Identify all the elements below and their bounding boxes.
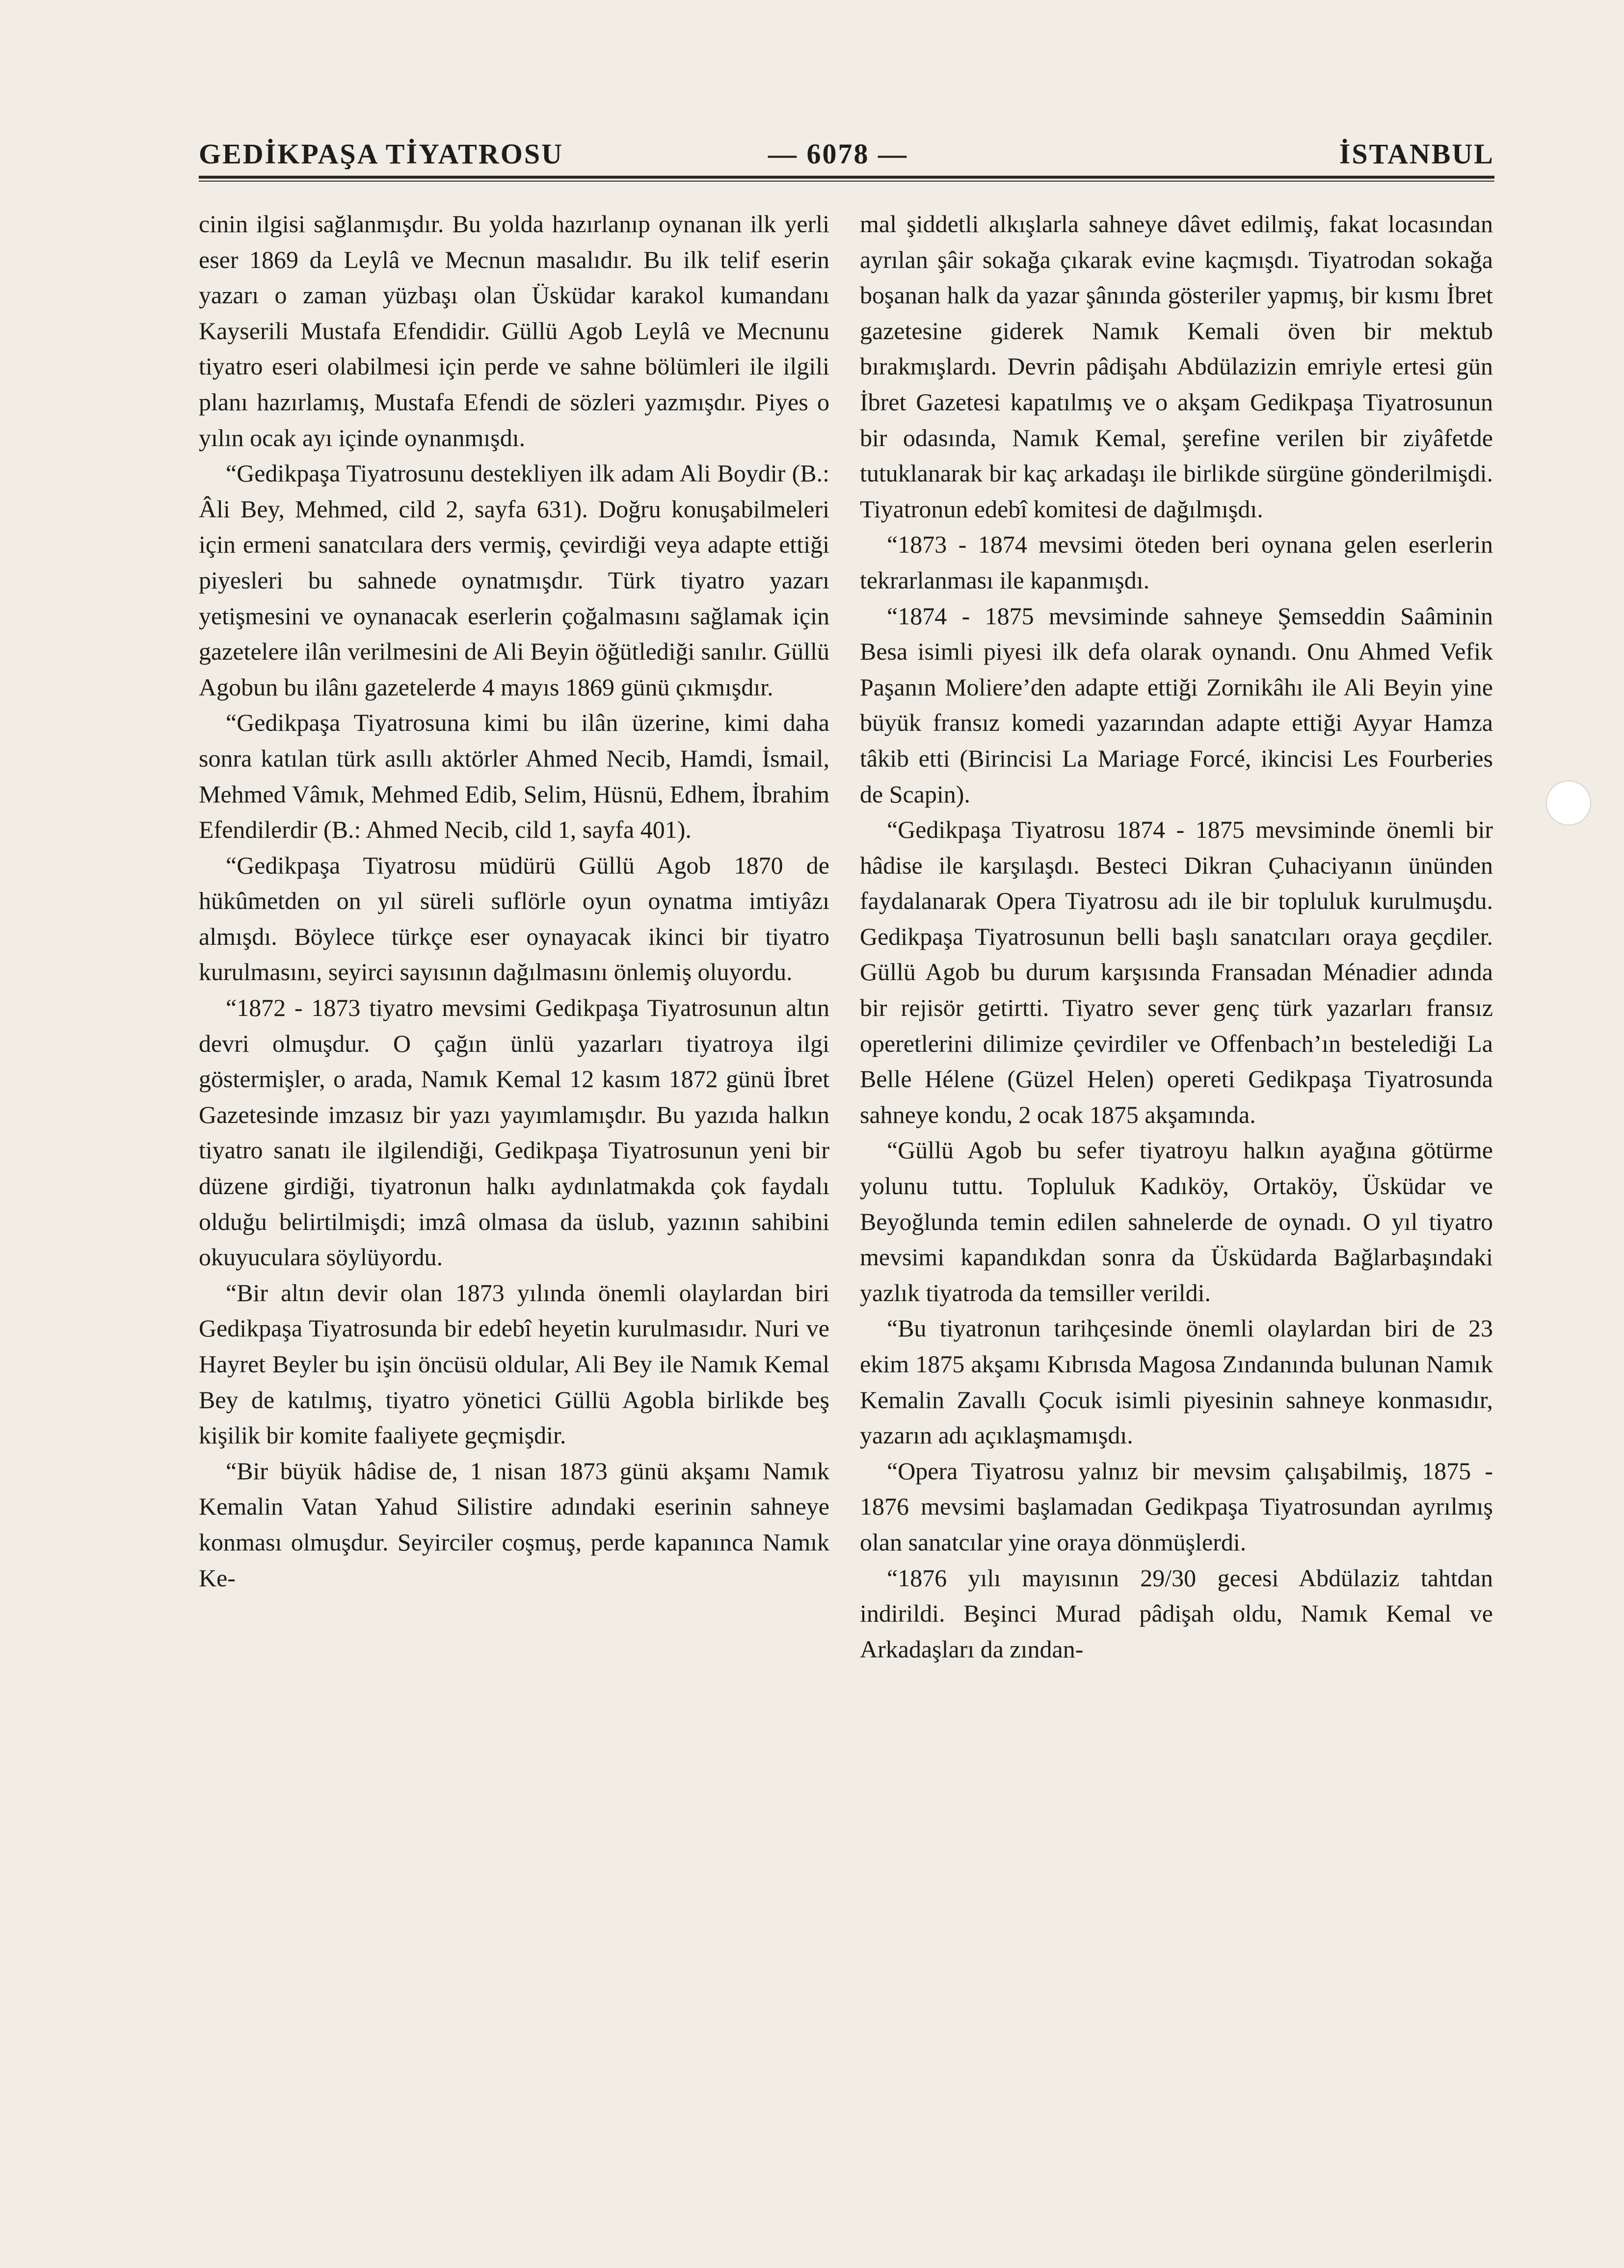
left-column bbox=[199, 206, 829, 1596]
running-header bbox=[199, 129, 1494, 173]
paragraph: “1872 - 1873 tiyatro mevsimi Gedikpaşa Tiyatrosunun altın devri olmuşdur. O çağın ünlü yazarları tiyatroya ilgi göstermişler, o arada, Namık Kemal 12 kasım 1872 günü İbret Gazetesinde imzasız bir yazı yayımlamışdır. Bu yazıda halkın tiyatro sanatı ile ilgilendiği, Gedikpaşa Tiyatrosunun yeni bir düzene girdiği, tiyatronun halkı aydınlatmakda çok faydalı olduğu belirtilmişdi; imzâ olmasa da üslub, yazının sahibini okuyuculara söylüyordu. bbox=[199, 994, 829, 1271]
right-column bbox=[860, 206, 1493, 1667]
header-rule-thin bbox=[199, 181, 1494, 182]
paragraph: “Gedikpaşa Tiyatrosuna kimi bu ilân üzerine, kimi daha sonra katılan türk asıllı aktörler Ahmed Necib, Hamdi, İsmail, Mehmed Vâmık, Mehmed Edib, Selim, Hüsnü, Edhem, İbrahim Efendilerdir (B.: Ahmed Necib, cild 1, sayfa 401). bbox=[199, 709, 829, 844]
paragraph: “Bu tiyatronun tarihçesinde önemli olaylardan biri de 23 ekim 1875 akşamı Kıbrısda Magosa Zındanında bulunan Namık Kemalin Zavallı Çocuk isimli piyesinin sahneye konmasıdır, yazarın adı açıklaşmamışdı. bbox=[860, 1314, 1493, 1449]
paragraph: “Gedikpaşa Tiyatrosu müdürü Güllü Agob 1870 de hükûmetden on yıl süreli suflörle oyun oynatma imtiyâzı almışdı. Böylece türkçe eser oynayacak ikinci bir tiyatro kurulmasını, seyirci sayısının dağılmasını önlemiş oluyordu. bbox=[199, 851, 829, 986]
header-title: GEDİKPAŞA TİYATROSU bbox=[199, 138, 564, 170]
paragraph: “Gedikpaşa Tiyatrosu 1874 - 1875 mevsiminde önemli bir hâdise ile karşılaşdı. Besteci Dikran Çuhaciyanın ününden faydalanarak Opera Tiyatrosu adı ile bir topluluk kurulmuşdu. Gedikpaşa Tiyatrosunun belli başlı sanatcıları oraya geçdiler. Güllü Agob bu durum karşısında Fransadan Ménadier adında bir rejisör getirtti. Tiyatro sever genç türk yazarları fransız operetlerini dilimize çevirdiler ve Offenbach’ın bestelediği La Belle Hélene (Güzel Helen) opereti Gedikpaşa Tiyatrosunda sahneye kondu, 2 ocak 1875 akşamında. bbox=[860, 816, 1493, 1128]
paragraph: mal şiddetli alkışlarla sahneye dâvet edilmiş, fakat locasından ayrılan şâir sokağa çıkarak evine kaçmışdı. Tiyatrodan sokağa boşanan halk da yazar şânında gösteriler yapmış, bir kısmı İbret gazetesine giderek Namık Kemali öven bir mektub bırakmışlardı. Devrin pâdişahı Abdülazizin emriyle ertesi gün İbret Gazetesi kapatılmış ve o akşam Gedikpaşa Tiyatrosunun bir odasında, Namık Kemal, şerefine verilen bir ziyâfetde tutuklanarak bir kaç arkadaşı ile birlikde sürgüne gönderilmişdi. Tiyatronun edebî komitesi de dağılmışdı. bbox=[860, 210, 1493, 523]
binder-punch-hole bbox=[1546, 780, 1591, 826]
page-number: — 6078 — bbox=[768, 138, 908, 170]
paragraph: “Bir altın devir olan 1873 yılında önemli olaylardan biri Gedikpaşa Tiyatrosunda bir edebî heyetin kurulmasıdır. Nuri ve Hayret Beyler bu işin öncüsü oldular, Ali Bey ile Namık Kemal Bey de katılmış, tiyatro yönetici Güllü Agobla birlikde beş kişilik bir komite faaliyete geçmişdir. bbox=[199, 1279, 829, 1449]
paragraph: cinin ilgisi sağlanmışdır. Bu yolda hazırlanıp oynanan ilk yerli eser 1869 da Leylâ ve Mecnun masalıdır. Bu ilk telif eserin yazarı o zaman yüzbaşı olan Üsküdar karakol kumandanı Kayserili Mustafa Efendidir. Güllü Agob Leylâ ve Mecnunu tiyatro eseri olabilmesi için perde ve sahne bölümleri ile ilgili planı hazırlamış, Mustafa Efendi de sözleri yazmışdır. Piyes o yılın ocak ayı içinde oynanmışdı. bbox=[199, 210, 829, 452]
paragraph: “Güllü Agob bu sefer tiyatroyu halkın ayağına götürme yolunu tuttu. Topluluk Kadıköy, Ortaköy, Üsküdar ve Beyoğlunda temin edilen sahnelerde de oynadı. O yıl tiyatro mevsimi kapandıkdan sonra da Üsküdarda Bağlarbaşındaki yazlık tiyatroda da temsiller verildi. bbox=[860, 1136, 1493, 1307]
paragraph: “Opera Tiyatrosu yalnız bir mevsim çalışabilmiş, 1875 - 1876 mevsimi başlamadan Gedikpaşa Tiyatrosundan ayrılmış olan sanatcılar yine oraya dönmüşlerdi. bbox=[860, 1457, 1493, 1556]
paragraph: “1873 - 1874 mevsimi öteden beri oynana gelen eserlerin tekrarlanması ile kapanmışdı. bbox=[860, 531, 1493, 594]
paragraph: “1876 yılı mayısının 29/30 gecesi Abdülaziz tahtdan indirildi. Beşinci Murad pâdişah oldu, Namık Kemal ve Arkadaşları da zından- bbox=[860, 1564, 1493, 1663]
header-rule bbox=[199, 176, 1494, 179]
header-section: İSTANBUL bbox=[1339, 138, 1494, 170]
paragraph: “Gedikpaşa Tiyatrosunu destekliyen ilk adam Ali Boydir (B.: Âli Bey, Mehmed, cild 2, sayfa 631). Doğru konuşabilmeleri için ermeni sanatcılara ders vermiş, çevirdiği veya adapte ettiği piyesleri bu sahnede oynatmışdır. Türk tiyatro yazarı yetişmesini ve oynanacak eserlerin çoğalmasını sağlamak için gazetelere ilân verilmesini de Ali Beyin öğütlediği sanılır. Güllü Agobun bu ilânı gazetelerde 4 mayıs 1869 günü çıkmışdır. bbox=[199, 459, 829, 701]
paragraph: “1874 - 1875 mevsiminde sahneye Şemseddin Saâminin Besa isimli piyesi ilk defa olarak oynandı. Onu Ahmed Vefik Paşanın Moliere’den adapte ettiği Zornikâhı ile Ali Beyin yine büyük fransız komedi yazarından adapte ettiği Ayyar Hamza tâkib etti (Birincisi La Mariage Forcé, ikincisi Les Fourberies de Scapin). bbox=[860, 602, 1493, 808]
paragraph: “Bir büyük hâdise de, 1 nisan 1873 günü akşamı Namık Kemalin Vatan Yahud Silistire adındaki eserinin sahneye konması olmuşdur. Seyirciler coşmuş, perde kapanınca Namık Ke- bbox=[199, 1457, 829, 1592]
